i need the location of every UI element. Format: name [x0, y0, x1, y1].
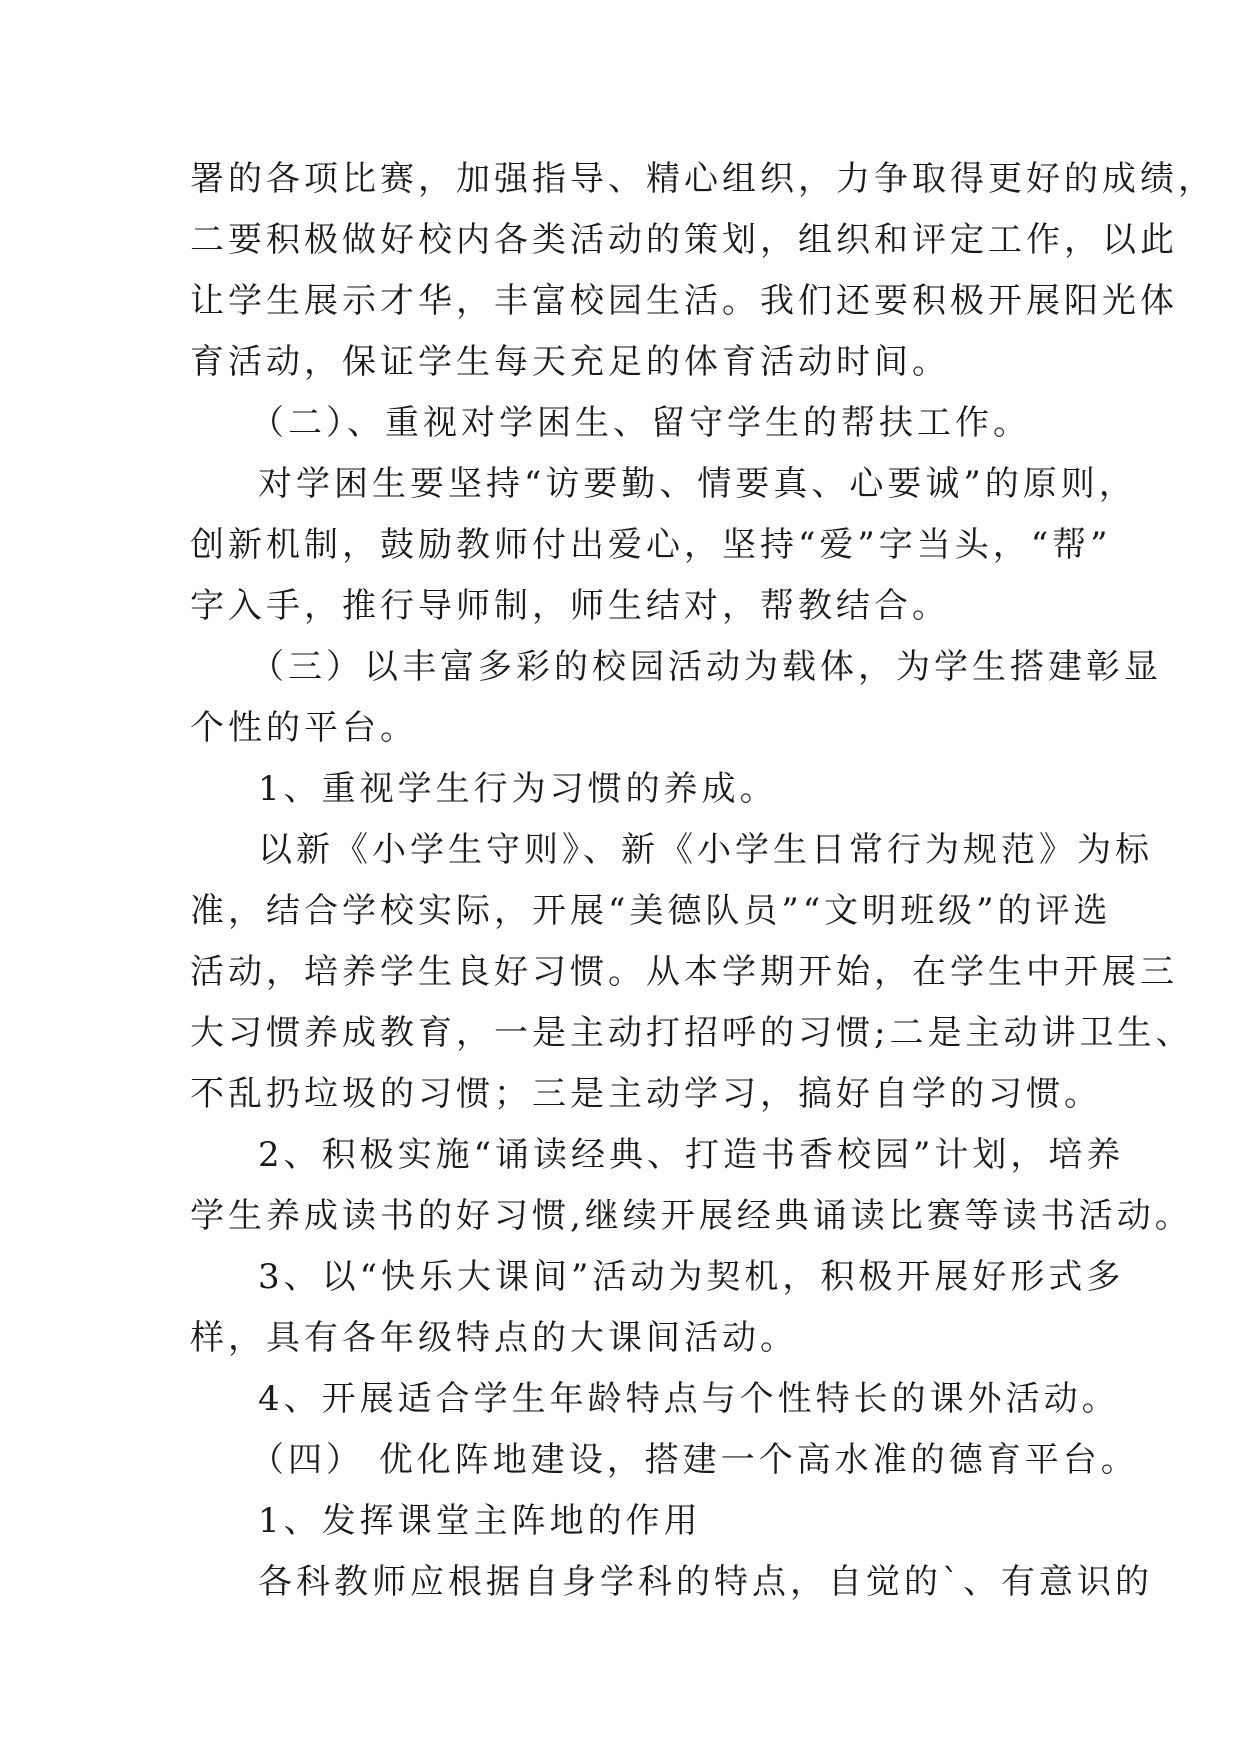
paragraph-line: 以新《小学生守则》、新《小学生日常行为规范》为标 [258, 830, 1153, 870]
paragraph-line: 活动，培养学生良好习惯。从本学期开始，在学生中开展三 [190, 952, 1178, 992]
section-heading: （三）以丰富多彩的校园活动为载体，为学生搭建彰显 [250, 647, 1162, 687]
paragraph-line: 让学生展示才华，丰富校园生活。我们还要积极开展阳光体 [190, 281, 1178, 321]
document-body [190, 159, 1216, 1626]
paragraph-line: 创新机制，鼓励教师付出爱心，坚持“爱”字当头，“帮” [190, 525, 1112, 565]
paragraph-line: 署的各项比赛，加强指导、精心组织，力争取得更好的成绩， [190, 159, 1216, 199]
paragraph-line: 个性的平台。 [190, 708, 418, 748]
list-item-heading: 4、开展适合学生年龄特点与个性特长的课外活动。 [258, 1379, 1120, 1419]
paragraph-line: 对学困生要坚持“访要勤、情要真、心要诚”的原则， [258, 464, 1137, 504]
paragraph-line: 各科教师应根据自身学科的特点，自觉的`、有意识的 [258, 1562, 1153, 1602]
section-heading: （二）、重视对学困生、留守学生的帮扶工作。 [250, 403, 1031, 443]
paragraph-line: 二要积极做好校内各类活动的策划，组织和评定工作，以此 [190, 220, 1178, 260]
paragraph-line: 字入手，推行导师制，师生结对，帮教结合。 [190, 586, 950, 626]
list-item-heading: 2、积极实施“诵读经典、打造书香校园”计划，培养 [258, 1135, 1125, 1175]
paragraph-line: 学生养成读书的好习惯,继续开展经典诵读比赛等读书活动。 [190, 1196, 1193, 1236]
section-heading: （四） 优化阵地建设，搭建一个高水准的德育平台。 [250, 1440, 1139, 1480]
paragraph-line: 样，具有各年级特点的大课间活动。 [190, 1318, 798, 1358]
paragraph-line: 准，结合学校实际，开展“美德队员”“文明班级”的评选 [190, 891, 1112, 931]
paragraph-line: 育活动，保证学生每天充足的体育活动时间。 [190, 342, 950, 382]
list-item-heading: 1、重视学生行为习惯的养成。 [258, 769, 778, 809]
paragraph-line: 不乱扔垃圾的习惯；三是主动学习，搞好自学的习惯。 [190, 1074, 1102, 1114]
list-item-heading: 1、发挥课堂主阵地的作用 [258, 1501, 702, 1541]
paragraph-line: 大习惯养成教育，一是主动打招呼的习惯;二是主动讲卫生、 [190, 1013, 1194, 1053]
list-item-heading: 3、以“快乐大课间”活动为契机，积极开展好形式多 [258, 1257, 1125, 1297]
